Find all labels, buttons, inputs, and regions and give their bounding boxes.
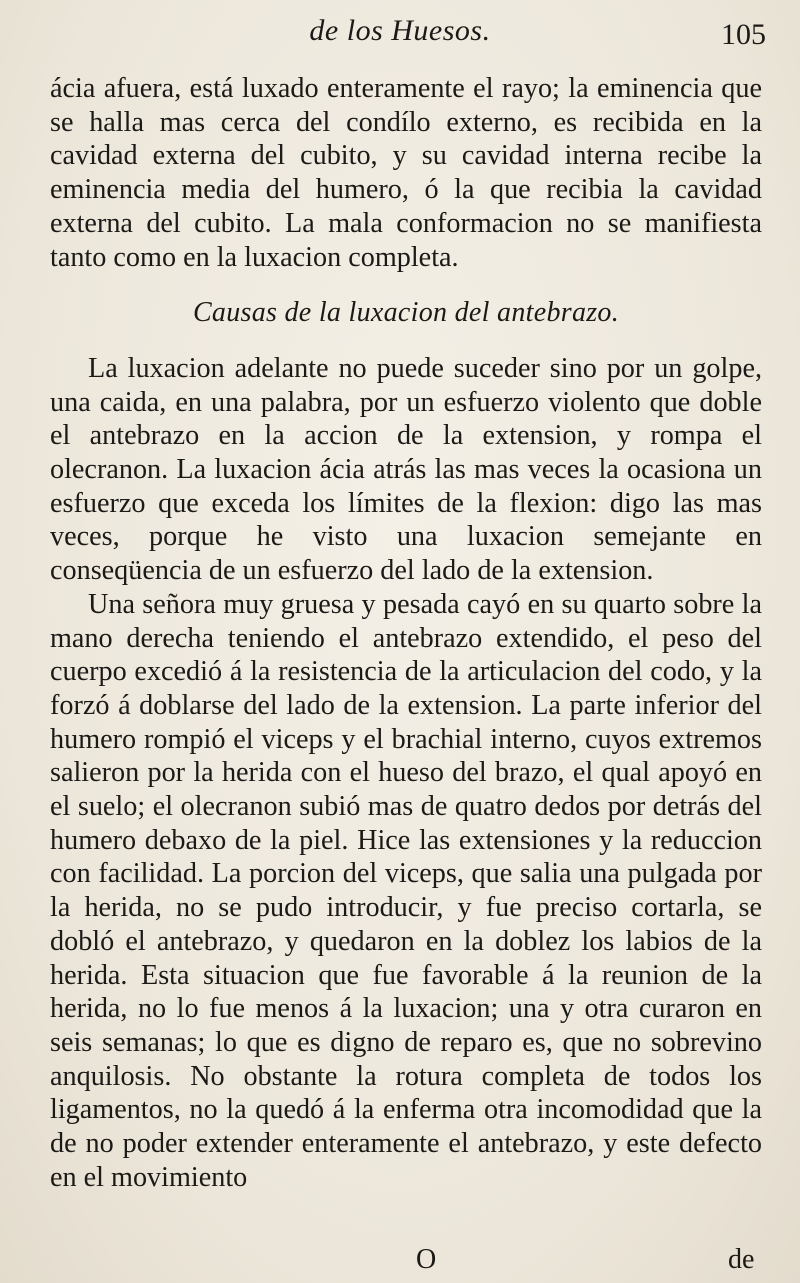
catchword-line	[0, 1244, 800, 1280]
signature-mark: O	[416, 1244, 437, 1275]
body-text	[50, 72, 762, 1195]
running-title: de los Huesos.	[309, 14, 491, 47]
page-number: 105	[721, 18, 766, 51]
paragraph-continuation: ácia afuera, está luxado enteramente el rayo; la eminencia que se halla mas cerca del condílo externo, es recibida en la cavidad externa del cubito, y su cavidad interna recibe la eminencia media del humero, ó la que recibia la cavidad externa del cubito. La mala conformacion no se manifiesta tanto como en la luxacion completa.	[50, 73, 762, 273]
paragraph-case-report: Una señora muy gruesa y pesada cayó en su quarto sobre la mano derecha teniendo el antebrazo extendido, el peso del cuerpo excedió á la resistencia de la articulacion del codo, y la forzó á doblarse del lado de la extension. La parte inferior del humero rompió el viceps y el brachial interno, cuyos extremos salieron por la herida con el hueso del brazo, el qual apoyó en el suelo; el olecranon subió mas de quatro dedos por detrás del humero debaxo de la piel. Hice las extensiones y la reduccion con facilidad. La porcion del viceps, que salia una pulgada por la herida, no se pudo introducir, y fue preciso cortarla, se dobló el antebrazo, y quedaron en la doblez los labios de la herida. Esta situacion que fue favorable á la reunion de la herida, no lo fue menos á la luxacion; una y otra curaron en seis semanas; lo que es digno de reparo es, que no sobrevino anquilosis. No obstante la rotura completa de todos los ligamentos, no la quedó á la enferma otra incomodidad que la de no poder extender enteramente el antebrazo, y este defecto en el movimiento	[50, 588, 762, 1193]
running-head	[0, 8, 800, 56]
section-heading: Causas de la luxacion del antebrazo.	[192, 297, 620, 329]
paragraph-causes: La luxacion adelante no puede suceder sino por un golpe, una caida, en una palabra, por un esfuerzo violento que doble el antebrazo en la accion de la extension, y rompa el olecranon. La luxacion ácia atrás las mas veces la ocasiona un esfuerzo que exceda los límites de la flexion: digo las mas veces, porque he visto una luxacion semejante en conseqüencia de un esfuerzo del lado de la extension.	[50, 352, 762, 587]
catchword: de	[728, 1244, 755, 1275]
